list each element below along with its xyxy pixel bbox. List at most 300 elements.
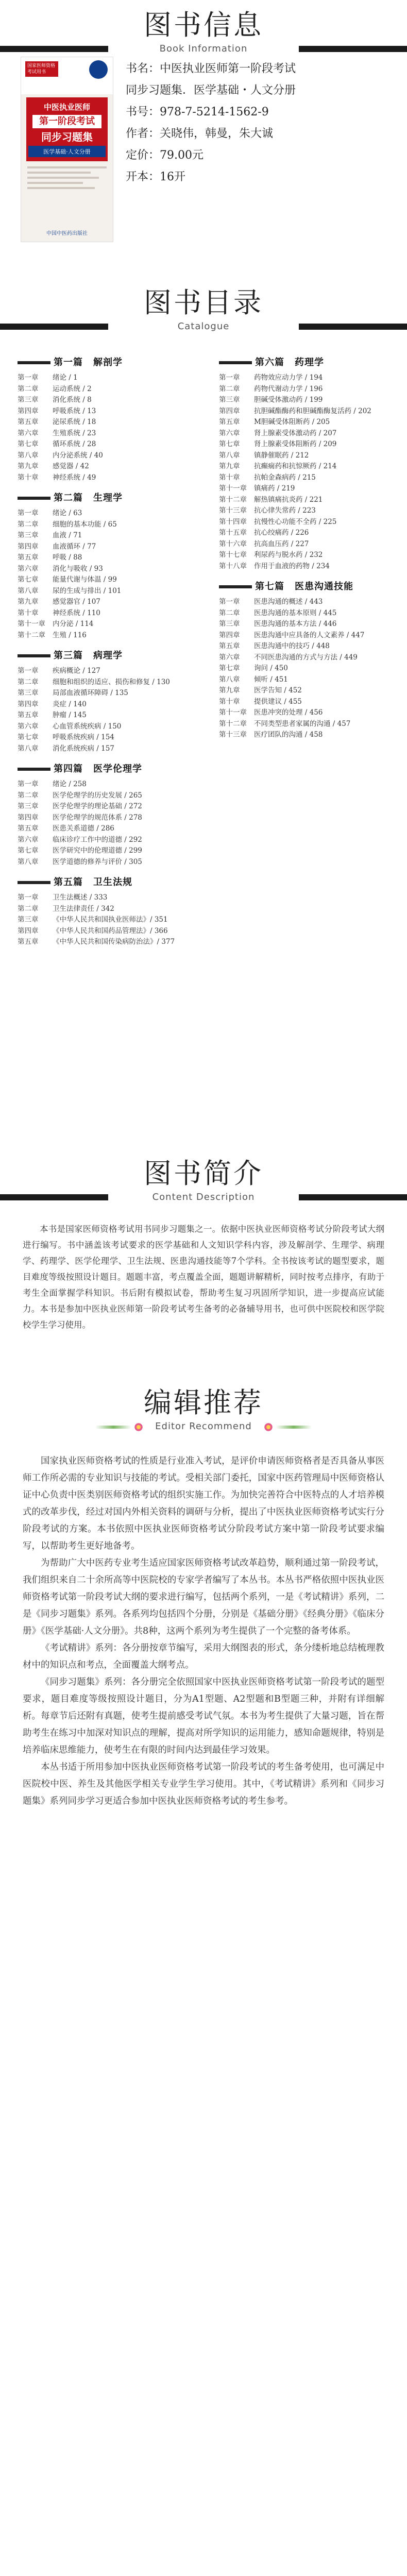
toc-chapter-number: 第三章 [18,689,39,697]
book-info-header [0,3,407,55]
book-meta [126,59,394,189]
toc-chapter [18,530,188,541]
toc-chapter-title: 抗心绞痛药 / 226 [254,529,309,537]
cover-title-box [26,97,108,161]
toc-part-heading [18,875,188,888]
catalogue-header [0,281,407,333]
flower-icon [264,1422,273,1432]
toc-chapter [219,372,389,384]
toc-chapter-title: 抗心律失常药 / 223 [254,506,316,515]
toc-chapter [18,417,188,428]
toc-chapter [18,574,188,586]
toc-part-name: 卫生法规 [93,877,132,888]
recommend-paragraph: 《同步习题集》系列：各分册完全依照国家中医执业医师资格考试第一阶段考试的题型要求，题目难度等级按照设计题目，分为A1型题、A2型题和B型题三种，并附有详细解析。每章节后还附有真题，使考生提前感受考试气氛。本书为考生提供了大量习题，旨在帮助考生在练习中加深对知识点的理解，提高对所学知识的运用能力，感知命题规律，特别是培养临床思维能力，使考生在有限的时间内达到最佳学习效果。 [23,1677,384,1755]
toc-chapter-number: 第六章 [18,722,39,731]
toc-chapter [18,630,188,641]
toc-chapter-title: 医患冲突的处理 / 456 [254,708,323,717]
toc-chapter-title: 医疗团队的沟通 / 458 [254,731,323,739]
book-info-section [0,57,407,263]
part-bar-icon [18,497,50,500]
toc-chapter [219,384,389,395]
toc-chapter-title: 镇痛药 / 219 [254,484,295,493]
meta-isbn: 书号：978-7-5214-1562-9 [126,106,269,118]
toc-chapter-number: 第二章 [219,384,240,393]
cover-line1: 中医执业医师 [43,103,90,112]
publisher-badge-icon [89,60,108,79]
toc-right-column [219,348,389,741]
toc-chapter [219,674,389,686]
toc-part-number: 第二篇 [54,493,83,503]
toc-chapter-title: 感觉器官 / 107 [53,598,100,606]
toc-chapter [18,564,188,575]
toc-chapter-number: 第三章 [219,396,240,404]
toc-chapter-number: 第二章 [18,904,39,913]
toc-chapter-title: 医学伦理学的历史发展 / 265 [53,791,142,800]
header-bar-right [299,1194,407,1200]
toc-chapter-title: 医学告知 / 452 [254,686,302,694]
intro-text: 本书是国家医师资格考试用书同步习题集之一。依据中医执业医师资格考试分阶段考试大纲进行编写。书中涵盖该考试要求的医学基础和人文知识学科内容，涉及解剖学、生理学、病理学、药理学、医学伦理学、卫生法规、医患沟通技能等7个学科。全书按该考试的题型要求，题目难度等级按照设计题目。题题丰富，考点覆盖全面，题题讲解精析，同时按考点排序，有助于考生全面掌握学科知识。书后附有模拟试卷，帮助考生复习巩固所学知识，进一步提高应试能力。本书是参加中医执业医师第一阶段考试考生备考的必备辅导用书，也可供中医院校和医学院校学生学习使用。 [23,1224,384,1330]
toc-chapter-number: 第四章 [219,406,240,415]
toc-chapter-title: 内分泌系统 / 40 [53,451,103,460]
toc-chapter [219,707,389,719]
toc-chapter-number: 第八章 [18,744,39,753]
toc-chapter-title: 胆碱受体激动药 / 199 [254,396,323,404]
toc-chapter-number: 第十七章 [219,551,247,559]
toc-chapter [18,450,188,462]
toc-chapter-title: 炎症 / 140 [53,700,87,708]
toc-chapter-number: 第九章 [219,462,240,470]
toc-chapter-title: 心血管系统疾病 / 150 [53,722,122,731]
toc-chapter-title: 《中华人民共和国药品管理法》/ 366 [53,926,168,935]
catalogue-subtitle: Catalogue [177,321,230,332]
toc-chapter-title: 生殖系统 / 23 [53,429,96,437]
toc-chapter [219,528,389,539]
part-bar-icon [219,585,252,588]
toc-chapter-number: 第十五章 [219,529,247,537]
toc-chapter [18,552,188,564]
intro-subtitle: Content Description [152,1192,255,1202]
toc-chapter-title: 抗胆碱酯酶药和胆碱酯酶复活药 / 202 [254,406,371,415]
toc-chapter [18,428,188,439]
toc-chapter [18,845,188,857]
recommend-header [0,1381,407,1435]
toc-chapter-number: 第十章 [18,608,39,617]
toc-chapter-title: 绪论 / 1 [53,374,78,382]
toc-chapter-number: 第六章 [18,429,39,437]
toc-chapter-title: 解热镇痛抗炎药 / 221 [254,495,323,504]
toc-chapter-number: 第七章 [219,664,240,672]
toc-chapter-title: 医患沟通中应具备的人文素养 / 447 [254,631,365,639]
toc-chapter [219,461,389,472]
toc-chapter-title: 医患沟通的概述 / 443 [254,598,323,606]
toc-chapter [219,561,389,572]
toc-chapter-number: 第五章 [18,553,39,562]
toc-chapter-title: 神经系统 / 110 [53,608,100,617]
toc-chapter-title: 《中华人民共和国传染病防治法》/ 377 [53,938,175,946]
toc-chapter [18,372,188,384]
flower-icon [134,1422,143,1432]
intro-title: 图书简介 [144,1157,263,1190]
toc-chapter-number: 第八章 [18,857,39,866]
toc-chapter-title: 细胞和组织的适应、损伤和修复 / 130 [53,677,170,686]
toc-chapter [18,857,188,868]
toc-chapter [219,550,389,561]
toc-chapter-number: 第二章 [18,677,39,686]
toc-chapter [219,730,389,741]
toc-chapter-number: 第四章 [18,700,39,708]
toc-chapter-number: 第八章 [18,451,39,460]
toc-chapter [219,697,389,708]
toc-part-heading [18,648,188,662]
toc-chapter-number: 第十章 [18,473,39,482]
toc-chapter [219,505,389,517]
toc-chapter-title: 感觉器 / 42 [53,462,89,470]
recommend-subtitle: Editor Recommend [155,1421,252,1432]
toc-chapter-number: 第一章 [18,780,39,788]
toc-chapter-title: 疾病概论 / 127 [53,667,100,675]
toc-chapter-title: 绪论 / 258 [53,780,87,788]
toc-chapter [18,812,188,824]
toc-chapter-title: M胆碱受体阻断药 / 205 [254,418,330,426]
toc-chapter-number: 第三章 [18,396,39,404]
toc-chapter-number: 第一章 [18,893,39,902]
toc-chapter [18,439,188,450]
header-bar-left [0,324,108,330]
part-bar-icon [18,768,50,771]
toc-chapter-title: 卫生法律责任 / 342 [53,904,114,913]
recommend-paragraph: 《考试精讲》系列：各分册按章节编写，采用大纲图表的形式，条分缕析地总结梳理教材中的知识点和考点，全面覆盖大纲考点。 [23,1643,384,1670]
toc-part-name: 解剖学 [93,357,123,368]
toc-chapter-number: 第十四章 [219,517,247,526]
toc-chapter [219,539,389,550]
toc-chapter-number: 第四章 [18,542,39,551]
toc-chapter-title: 消化系统疾病 / 157 [53,744,114,753]
toc-chapter [18,732,188,743]
toc-chapter-title: 医学研究中的伦理道德 / 299 [53,846,142,855]
book-info-subtitle: Book Information [159,43,248,54]
toc-chapter [18,823,188,835]
toc-chapter [18,926,188,937]
toc-chapter-title: 能量代谢与体温 / 99 [53,575,117,584]
toc-chapter-title: 抗慢性心功能不全药 / 225 [254,517,337,526]
toc-chapter-number: 第四章 [18,926,39,935]
toc-chapter-title: 循环系统 / 28 [53,440,96,448]
toc-chapter [18,721,188,733]
toc-chapter-number: 第三章 [18,531,39,539]
toc-chapter-number: 第五章 [18,711,39,719]
toc-part-name: 病理学 [93,650,123,661]
toc-chapter-title: 运动系统 / 2 [53,384,92,393]
toc-part-number: 第七篇 [255,581,284,592]
toc-chapter [219,619,389,630]
toc-chapter [18,677,188,688]
toc-chapter [18,710,188,721]
part-bar-icon [18,654,50,657]
toc-chapter-title: 作用于血液的药物 / 234 [254,562,330,570]
toc-chapter-number: 第八章 [18,586,39,595]
part-bar-icon [219,361,252,364]
toc-chapter [18,619,188,630]
toc-chapter [219,450,389,462]
meta-title-cont: 同步习题集．医学基础・人文分册 [126,84,296,97]
toc-chapter-number: 第二章 [219,608,240,617]
toc-chapter-number: 第十一章 [219,484,247,493]
toc-chapter [18,508,188,519]
toc-chapter-title: 内分泌 / 114 [53,620,94,628]
meta-price: 定价：79.00元 [126,149,204,162]
toc-chapter-title: 药物代谢动力学 / 196 [254,384,323,393]
toc-chapter-number: 第十章 [219,697,240,706]
toc-chapter-number: 第二章 [18,791,39,800]
toc-chapter-title: 医学伦理学的理论基础 / 272 [53,802,142,810]
toc-part-heading [18,355,188,368]
catalogue-title: 图书目录 [144,286,263,319]
toc-chapter-title: 医患沟通的基本方法 / 446 [254,620,337,628]
toc-chapter-title: 医患沟通的基本原则 / 445 [254,608,337,617]
toc-chapter-number: 第六章 [18,564,39,573]
toc-chapter-title: 《中华人民共和国执业医师法》/ 351 [53,916,168,924]
toc-chapter [18,790,188,802]
toc-chapter [18,937,188,948]
toc-chapter-number: 第二章 [18,384,39,393]
header-bar-right [299,46,407,52]
toc-chapter-number: 第十八章 [219,562,247,570]
toc-part-heading [219,355,389,368]
book-cover-image [21,57,113,242]
recommend-text [23,1453,384,1810]
toc-chapter [219,406,389,417]
toc-part-name: 医学伦理学 [93,764,142,774]
header-bar-left [0,46,108,52]
toc-chapter-number: 第八章 [219,675,240,684]
toc-chapter-title: 医患沟通中的技巧 / 448 [254,642,330,650]
toc-chapter [18,779,188,790]
toc-chapter [219,630,389,641]
toc-chapter-number: 第十二章 [219,495,247,504]
toc-chapter-number: 第十三章 [219,731,247,739]
toc-chapter-title: 询问 / 450 [254,664,288,672]
toc-chapter-title: 不同类型患者家属的沟通 / 457 [254,719,351,728]
toc-chapter [18,586,188,597]
toc-chapter-title: 消化系统 / 8 [53,396,92,404]
toc-chapter [18,608,188,619]
toc-chapter-number: 第二章 [18,520,39,529]
toc-chapter-title: 抗高血压药 / 227 [254,539,309,548]
toc-chapter-number: 第六章 [219,653,240,662]
cover-line3: 同步习题集 [41,131,93,143]
toc-part-number: 第六篇 [255,357,284,368]
recommend-paragraph: 国家执业医师资格考试的性质是行业准入考试，是评价申请医师资格者是否具备从事医师工作所必需的专业知识与技能的考试。受相关部门委托，国家中医药管理局中医师资格认证中心负责中医类别医师资格考试的组织实施工作。为加快完善符合中医特点的人才培养模式的改革步伐，经过对国内外相关资料的调研与分析，提出了中医执业医师资格考试实行分阶段考试的方案。本书依照中医执业医师资格考试分阶段考试方案中第一阶段考试要求编写，以帮助考生更好地备考。 [23,1456,384,1551]
toc-chapter [18,461,188,472]
toc-chapter [18,406,188,417]
toc-chapter-number: 第十一章 [18,620,45,628]
toc-chapter-title: 利尿药与脱水药 / 232 [254,551,323,559]
toc-chapter-title: 卫生法概述 / 333 [53,893,108,902]
toc-part-number: 第三篇 [54,650,83,661]
toc-chapter-number: 第七章 [219,440,240,448]
toc-chapter-number: 第三章 [18,802,39,810]
toc-chapter [219,597,389,608]
recommend-paragraph: 本丛书适于所用参加中医执业医师资格考试第一阶段考试的考生备考使用，也可满足中医院校中医、养生及其他医学相关专业学生学习使用。其中，《考试精讲》系列和《同步习题集》系列同步学习更适合参加中医执业医师资格考试的考生参考。 [23,1762,384,1806]
toc-chapter-title: 绪论 / 63 [53,509,82,517]
toc-part-heading [18,490,188,504]
toc-part-name: 医患沟通技能 [295,581,353,592]
toc-chapter-title: 医学道德的修养与评价 / 305 [53,857,142,866]
toc-chapter-number: 第一章 [18,374,39,382]
toc-chapter-number: 第七章 [18,733,39,741]
leaf-right-icon [276,1426,312,1429]
toc-chapter-number: 第九章 [219,686,240,694]
toc-chapter [219,641,389,652]
cover-publisher: 中国中医药出版社 [46,231,88,236]
toc-chapter [219,719,389,730]
leaf-left-icon [95,1426,131,1429]
toc-chapter-title: 医患关系道德 / 286 [53,824,114,833]
toc-chapter [219,608,389,619]
toc-chapter [18,743,188,755]
toc-chapter-number: 第五章 [18,418,39,426]
toc-chapter-number: 第四章 [18,406,39,415]
header-bar-right [299,324,407,330]
toc-chapter-title: 药物效应动力学 / 194 [254,374,323,382]
toc-part-heading [18,761,188,775]
toc-chapter-number: 第一章 [219,598,240,606]
toc-chapter-title: 肾上腺素受体激动药 / 207 [254,429,337,437]
toc-chapter-number: 第四章 [18,813,39,822]
cover-decoration [27,166,107,189]
toc-chapter-number: 第七章 [18,575,39,584]
intro-header [0,1151,407,1204]
toc-chapter [219,439,389,450]
toc-chapter-number: 第三章 [18,916,39,924]
toc-chapter [18,519,188,531]
toc-chapter-number: 第四章 [219,631,240,639]
toc-chapter [18,384,188,395]
toc-chapter-number: 第六章 [18,835,39,844]
toc-part-number: 第四篇 [54,764,83,774]
cover-line2: 第一阶段考试 [32,115,101,128]
toc-chapter [18,835,188,846]
toc-chapter-number: 第三章 [219,620,240,628]
toc-chapter-number: 第十章 [219,473,240,482]
toc-chapter-title: 临床诊疗工作中的道德 / 292 [53,835,142,844]
toc-chapter [18,699,188,710]
toc-chapter [219,495,389,506]
meta-title: 书名：中医执业医师第一阶段考试 [126,62,296,75]
toc-chapter-title: 抗癫痫药和抗惊厥药 / 214 [254,462,337,470]
toc-chapter-title: 抗帕金森病药 / 215 [254,473,316,482]
toc-left-column [18,348,188,948]
cover-sub: 医学基础·人文分册 [28,146,106,157]
toc-chapter [18,801,188,812]
toc-chapter-number: 第十三章 [219,506,247,515]
toc-chapter-number: 第八章 [219,451,240,460]
toc-chapter-number: 第十二章 [219,719,247,728]
toc-chapter-title: 消化与吸收 / 93 [53,564,103,573]
toc-part-number: 第五篇 [54,877,83,888]
toc-chapter-number: 第十六章 [219,539,247,548]
meta-format: 开本：16开 [126,171,185,183]
toc-chapter [219,395,389,406]
toc-chapter-number: 第七章 [18,440,39,448]
toc-chapter [219,428,389,439]
toc-chapter-title: 尿的生成与排出 / 101 [53,586,122,595]
toc-chapter [219,517,389,528]
toc-chapter-number: 第一章 [219,374,240,382]
toc-chapter [219,417,389,428]
toc-chapter [219,685,389,697]
toc-chapter [18,395,188,406]
toc-chapter-number: 第九章 [18,598,39,606]
toc-chapter [18,688,188,699]
recommend-paragraph: 为帮助广大中医药专业考生适应国家医师资格考试改革趋势，顺利通过第一阶段考试，我们组织来自二十余所高等中医院校的专家学者编写了本丛书。本丛书严格依照中医执业医师资格考试第一阶段考试大纲的要求进行编写，包括两个系列，一是《考试精讲》系列，二是《同步习题集》系列。各系列均包括四个分册，分别是《基础分册》《经典分册》《临床分册》《医学基础·人文分册》。共8种，这两个系列为考生提供了一个完整的备考体系。 [23,1558,384,1636]
toc-chapter-number: 第七章 [18,846,39,855]
toc-chapter-number: 第五章 [18,824,39,833]
toc-chapter [18,472,188,484]
meta-author: 作者：关晓伟，韩曼，朱大诚 [126,127,274,140]
toc-chapter [219,663,389,674]
toc-chapter-title: 神经系统 / 49 [53,473,96,482]
toc-chapter-number: 第五章 [18,938,39,946]
toc-chapter-title: 镇静催眠药 / 212 [254,451,309,460]
toc-chapter [18,541,188,553]
toc-chapter [219,472,389,484]
toc-chapter-title: 肿瘤 / 145 [53,711,87,719]
toc-chapter-number: 第五章 [219,418,240,426]
toc-chapter-number: 第十一章 [219,708,247,717]
toc-chapter-title: 肾上腺素受体阻断药 / 209 [254,440,337,448]
toc-chapter-title: 不同医患沟通的方式与方法 / 449 [254,653,358,662]
cover-tag: 国家医师资格考试用书 [25,61,58,77]
toc-chapter [18,904,188,915]
toc-chapter-number: 第六章 [219,429,240,437]
part-bar-icon [18,361,50,364]
toc-chapter-title: 提供建议 / 455 [254,697,302,706]
toc-chapter-number: 第九章 [18,462,39,470]
recommend-title: 编辑推荐 [144,1386,263,1419]
part-bar-icon [18,881,50,884]
toc-part-heading [219,579,389,592]
toc-chapter-title: 医学伦理学的规范体系 / 278 [53,813,142,822]
toc-chapter-title: 呼吸系统疾病 / 154 [53,733,114,741]
toc-chapter [18,597,188,608]
toc-chapter-title: 血液 / 71 [53,531,82,539]
toc-chapter-title: 细胞的基本功能 / 65 [53,520,117,529]
toc-chapter [18,914,188,926]
toc-chapter [18,892,188,904]
toc-chapter-title: 呼吸系统 / 13 [53,406,96,415]
catalogue-section [0,348,407,1141]
toc-chapter-title: 呼吸 / 88 [53,553,82,562]
toc-chapter-number: 第一章 [18,509,39,517]
toc-chapter-title: 倾听 / 451 [254,675,288,684]
toc-chapter-number: 第五章 [219,642,240,650]
book-info-title: 图书信息 [144,9,263,41]
toc-chapter-title: 泌尿系统 / 18 [53,418,96,426]
toc-chapter-title: 血液循环 / 77 [53,542,96,551]
toc-chapter-title: 生殖 / 116 [53,631,87,639]
toc-chapter [219,652,389,664]
toc-chapter [219,483,389,495]
toc-part-number: 第一篇 [54,357,83,368]
toc-chapter-number: 第一章 [18,667,39,675]
toc-part-name: 生理学 [93,493,123,503]
toc-chapter-number: 第十二章 [18,631,45,639]
header-bar-left [0,1194,108,1200]
toc-part-name: 药理学 [295,357,324,368]
toc-chapter-title: 局部血液循环障碍 / 135 [53,689,128,697]
toc-chapter [18,666,188,677]
